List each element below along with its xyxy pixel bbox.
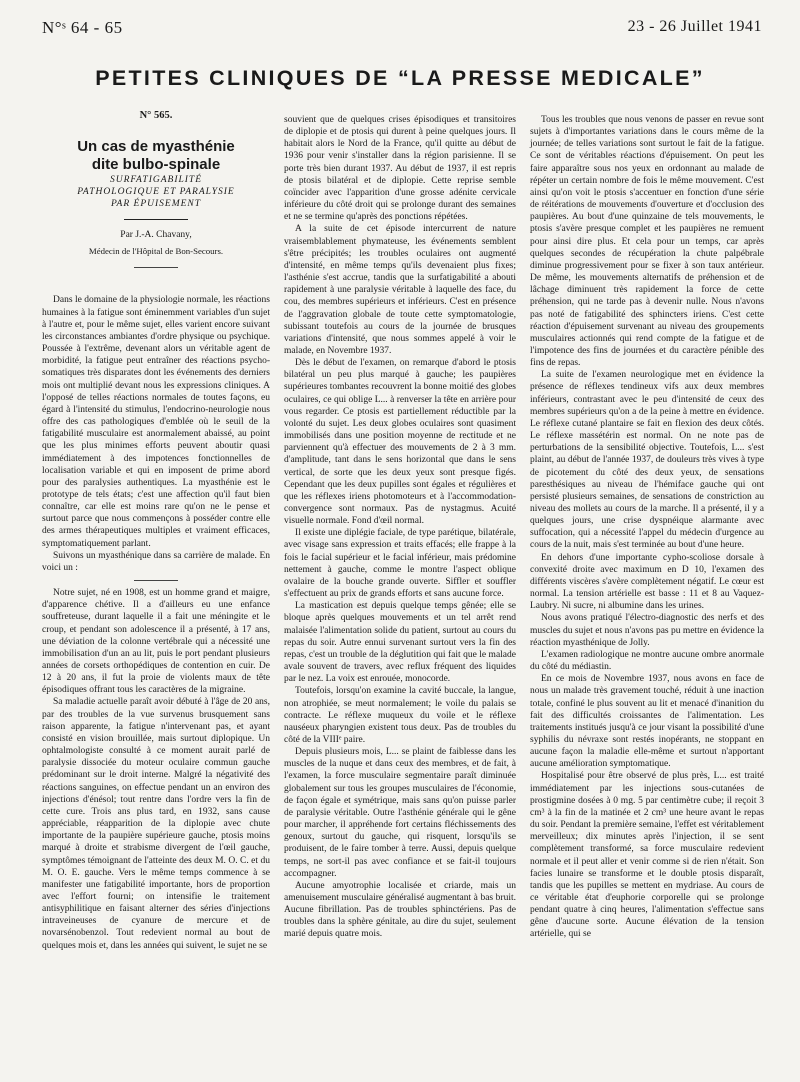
journal-title: PETITES CLINIQUES DE “LA PRESSE MEDICALE” — [95, 66, 705, 90]
issue-date: 23 - 26 Juillet 1941 — [627, 18, 762, 35]
article-title-line1: Un cas de myasthénie — [77, 138, 235, 156]
paragraph: L'examen radiologique ne montre aucune ombre anormale du côté du médiastin. — [530, 649, 764, 673]
title-divider — [124, 219, 188, 220]
paragraph: souvient que de quelques crises épisodiques et transitoires de diplopie et de ptosis qui durent à peine quelques jours. Il habitait alors le Nord de la France, qu'il quitte au début de 1936 pour venir s'installer dans la région parisienne. Il se porte très bien durant 1937. Au début de 1937, il est repris de ptosis bilatéral et de diplopie. Cette reprise semble coïncider avec l'apparition d'une grosse adénite cervicale inférieure du côté droit qui se prolonge durant des semaines et ne se termine qu'après des ponctions répétées. — [284, 115, 516, 223]
subtitle-line3: PAR ÉPUISEMENT — [110, 199, 202, 210]
header-divider — [134, 267, 178, 268]
article-title-line2: dite bulbo-spinale — [91, 156, 221, 174]
paragraph: Aucune amyotrophie localisée et criarde, mais un amenuisement musculaire généralisé augmentant à bas bruit. Aucune fibrillation. Pas de troubles sphinctériens. Pas de troubles dans la sphère génitale, au dire du sujet, seulement marié depuis quatre mois. — [284, 880, 516, 940]
paragraph: Dans le domaine de la physiologie normale, les réactions humaines à la fatigue sont éminemment variables d'un sujet à l'autre et, pour le même sujet, elles varient encore suivant les circonstances ambiantes d'ordre physique ou psychique. Poussée à l'extrême, devenant alors un véritable agent de morbidité, la fatigue peut entraîner des réactions psycho-somatiques très disparates dont les événements des derniers mois ont multiplié devant nous les expressions cliniques. A l'opposé de telles réactions normales de toutes façons, eu égard à l'intensité du stimulus, l'endocrino-neurologie nous offre des cas pathologiques d'emblée où le seuil de la fatigabilité musculaire est anormalement abaissé, au point que les plus minimes efforts peuvent aboutir quasi immédiatement à des impotences fonctionnelles de localisation variable et qui en imposent de prime abord pour des paralysies authentiques. La myasthénie est le prototype de tels états; c'est une affection qu'il faut bien connaître, car elle est moins rare qu'on ne le pense et surtout parce que nous commençons à posséder contre elle des armes thérapeutiques multiples et vraiment efficaces, symptomatiquement parlant. — [42, 295, 270, 549]
column-3 — [530, 114, 764, 941]
paragraph: Dès le début de l'examen, on remarque d'abord le ptosis bilatéral un peu plus marqué à gauche; les paupières supérieures tombantes recouvrent la bonne moitié des globes oculaires, ce qui oblige L... à renverser la tête en arrière pour vous regarder. Ce ptosis est partiellement réductible par la volonté du sujet. Les deux globes oculaires sont quasiment immobilisés dans une position moyenne de rectitude et ne parviennent qu'à effectuer des mouvements de 2 à 3 mm. d'amplitude, tant dans le sens horizontal que dans le sens vertical, de sorte que les deux yeux sont presque figés. Cependant que les deux pupilles sont égales et régulières et que les réflexes iriens photomoteurs et à l'accommodation-convergence sont normaux. Pas de nystagmus. Acuité visuelle normale. Fond d'œil normal. — [284, 358, 516, 527]
paragraph: En dehors d'une importante cypho-scoliose dorsale à convexité droite avec maximum en D 10, l'examen des différents viscères s'avère complètement négatif. Le cœur est normal. La tension artérielle est basse : 11 et 8 au Vaquez-Laubry. Ni sucre, ni albumine dans les urines. — [530, 552, 764, 612]
issue-number: N°ˢ 64 - 65 — [42, 18, 123, 37]
paragraph: En ce mois de Novembre 1937, nous avons en face de nous un malade très gravement touché, réduit à une inaction totale, confiné le plus souvent au lit et menacé d'inanition du fait des difficultés croissantes de l'alimentation. Les traitements institués jusqu'à ce jour visant la possibilité d'une syphilis du névraxe sont restés inopérants, ne stoppant en aucune façon la maladie elle-même et surtout n'apportant aucune amélioration symptomatique. — [530, 674, 764, 770]
paragraph: Hospitalisé pour être observé de plus près, L... est traité immédiatement par les injections sous-cutanées de prostigmine dosées à 0 mg. 5 par centimètre cube; il reçoit 3 cm³ à la fin de la matinée et 2 cm³ une heure avant le repas du soir. Pendant la première semaine, l'effet est véritablement merveilleux; dix minutes après l'injection, il se sent complètement transformé, sa force musculaire redevient normale et il peut aller et venir comme si de rien n'était. Son facies lunaire se transforme et le double ptosis disparaît, tandis que les pupilles se mettent en mydriase. Au cours de ce véritable état d'euphorie corporelle qui se prolonge pendant quatre à cinq heures, l'alimentation s'effectue sans gêne d'aucune sorte. Aucune élévation de la tension artérielle, qui se — [530, 771, 764, 940]
paragraph: La suite de l'examen neurologique met en évidence la présence de réflexes tendineux vifs aux deux membres inférieurs, contrastant avec le peu d'intensité de ceux des membres supérieurs qu'on a de la peine à mettre en évidence. Le réflexe cutané plantaire se fait en flexion des deux côtés. Le réflexe massétérin est normal. On ne note pas de perturbations de la sensibilité objective. Toutefois, L... s'est plaint, au début de l'année 1937, de douleurs très vives à type de picotement du côté des deux yeux, de sensations paresthésiques au niveau de l'hémiface gauche qui ont persisté plusieurs semaines, de sensations de constriction au niveau des mollets au cours de la marche. Il a présenté, il y a quelques jours, une crise dyspnéique alarmante avec suffocation, qui a nécessité l'appel du médecin d'urgence au cours de la nuit, mais s'est terminée au bout d'une heure. — [530, 370, 764, 551]
paragraph: Sa maladie actuelle paraît avoir débuté à l'âge de 20 ans, par des troubles de la vue survenus brusquement sans raison apparente, la fatigue n'intervenant pas, et ayant consisté en vision brouillée, mais surtout diplopique. Un ophtalmologiste consulté à ce moment aurait parlé de paralysie dissociée du moteur oculaire commun gauche prédominant sur le droit interne. Malgré la négativité des réactions sanguines, on effectue pendant un an environ des injections d'énésol; tout rentre dans l'ordre vers la fin de cette cure. Trois ans plus tard, en 1932, sans cause appréciable, réapparition de la diplopie avec chute importante de la paupière supérieure gauche, ptosis moins marqué à droite et strabisme divergent de l'œil gauche, symptômes témoignant de l'atteinte des deux M. O. C. et du M. O. E. gauche. Vers le même temps commence à se manifester une fatigabilité importante, hors de proportion avec l'effort fourni; on intensifie le traitement antisyphilitique en faisant alterner des séries d'injections intraveineuses de cyanure de mercure et de novarsénobenzol. Tout redevient normal au bout de quelques mois et, dans les années qui suivent, le sujet ne se — [42, 697, 270, 951]
paragraph: Depuis plusieurs mois, L... se plaint de faiblesse dans les muscles de la nuque et dans ceux des membres, et de fait, à l'examen, la force musculaire segmentaire paraît diminuée globalement sur tous les groupes musculaires de l'économie, de façon égale et symétrique, mais sans qu'on puisse parler de paralysie véritable. Outre l'asthénie générale qui le gêne pour marcher, il appréhende fort certains fléchissements des genoux, surtout du gauche, qui risquent, lorsqu'ils se produisent, de le faire tomber à terre. Aussi, depuis quelque temps, ne sort-il pas avec confiance et se fait-il toujours accompagner. — [284, 747, 516, 879]
subtitle-line1: SURFATIGABILITÉ — [109, 175, 203, 186]
paragraph: Il existe une diplégie faciale, de type parétique, bilatérale, avec visage sans expression et traits effacés; elle frappe à la fois le facial supérieur et le facial inférieur, mais prédomine nettement à gauche, comme le montre l'aspect oblique ovalaire de la bouche grande ouverte. Siffler et souffler s'effectuent au prix de grands efforts et sans aucune force. — [284, 528, 516, 600]
article-number: N° 565. — [139, 110, 173, 121]
author: Par J.-A. Chavany, — [120, 230, 192, 241]
paragraph: Toutefois, lorsqu'on examine la cavité buccale, la langue, non atrophiée, se meut normalement; le voile du palais se contracte. Le réflexe muqueux du voile et le réflexe nauséeux pharyngien existent tous deux. Pas de troubles du côté de la VIIIᵉ paire. — [284, 686, 516, 745]
paragraph: Suivons un myasthénique dans sa carrière de malade. En voici un : — [42, 550, 270, 573]
paragraph: Notre sujet, né en 1908, est un homme grand et maigre, d'apparence chétive. Il a d'ailleurs eu une enfance souffreteuse, durant laquelle il a fait une méningite et le croup, et pendant son adolescence il a présenté, à 17 ans, une déviation de la colonne vertébrale qui a nécessité une immobilisation d'un an au lit, puis le port pendant plusieurs années de corsets orthopédiques de contention en cuir. De 12 à 20 ans, il fut la proie de violents maux de tête épisodiques offrant tous les caractères de la migraine. — [42, 588, 270, 696]
subtitle-line2: PATHOLOGIQUE ET PARALYSIE — [77, 187, 235, 198]
paragraph: Nous avons pratiqué l'électro-diagnostic des nerfs et des muscles du sujet et nous n'avons pas pu mettre en évidence la réaction myasthénique de Jolly. — [530, 613, 764, 648]
section-divider — [134, 580, 178, 581]
paragraph: La mastication est depuis quelque temps gênée; elle se bloque après quelques mouvements et un tel arrêt rend malaisée l'alimentation solide du patient, surtout au cours du repas du soir. Autre ennui survenant surtout vers la fin des repas, c'est un trouble de la déglutition qui fait que le malade avale souvent de travers, avec reflux fréquent des liquides par le nez. La voix est enrouée, monocorde. — [284, 601, 516, 685]
paragraph: Tous les troubles que nous venons de passer en revue sont sujets à d'importantes variations dans le cours même de la journée; de telles variations sont surtout le fait de la fatigue. Ce sont de véritables réactions d'épuisement. On peut les faire apparaître sous nos yeux en ordonnant au malade de répéter un certain nombre de fois le même mouvement. C'est ainsi qu'on voit le ptosis s'accentuer en fonction d'une série de réitérations de mouvements d'ouverture et d'occlusion des paupières. Au bout d'une quinzaine de tels mouvements, le ptosis s'avère presque complet et les paupières ne remuent pour ainsi dire plus. Et cela pour un temps, car après quelques secondes de récupération la chute palpébrale diminue progressivement pour se fixer à son taux antérieur. De même, les mouvements alternatifs de préhension et de lâchage diminuent très rapidement la force de cette préhension, qui ne tarde pas à devenir nulle. Nous n'avons pas noté de fatigabilité des sphincters iriens. C'est cette réaction d'épuisement survenant au niveau des groupements musculaires actionnés qui rend compte de la fatigue et de l'impotence des fins de journées et du caractère pénible des fins de repas. — [530, 115, 764, 369]
author-affiliation: Médecin de l'Hôpital de Bon-Secours. — [88, 246, 224, 257]
column-1 — [42, 110, 270, 952]
column-2 — [284, 114, 516, 941]
paragraph: A la suite de cet épisode intercurrent de nature vraisemblablement phymateuse, les événements semblent s'être précipités; les troubles oculaires ont augmenté d'intensité, en même temps qu'ils devenaient plus fixes; l'asthénie s'est accrue, tandis que la surfatigabilité a abouti rapidement à une paralysie véritable à laquelle des face, du cou, des membres supérieurs et inférieurs. C'est en présence de l'aggravation globale de toute cette symptomatologie, subissant toutefois au cours de la journée de brusques variations d'intensité, que nous sommes appelé à voir le malade, en Novembre 1937. — [284, 224, 516, 356]
